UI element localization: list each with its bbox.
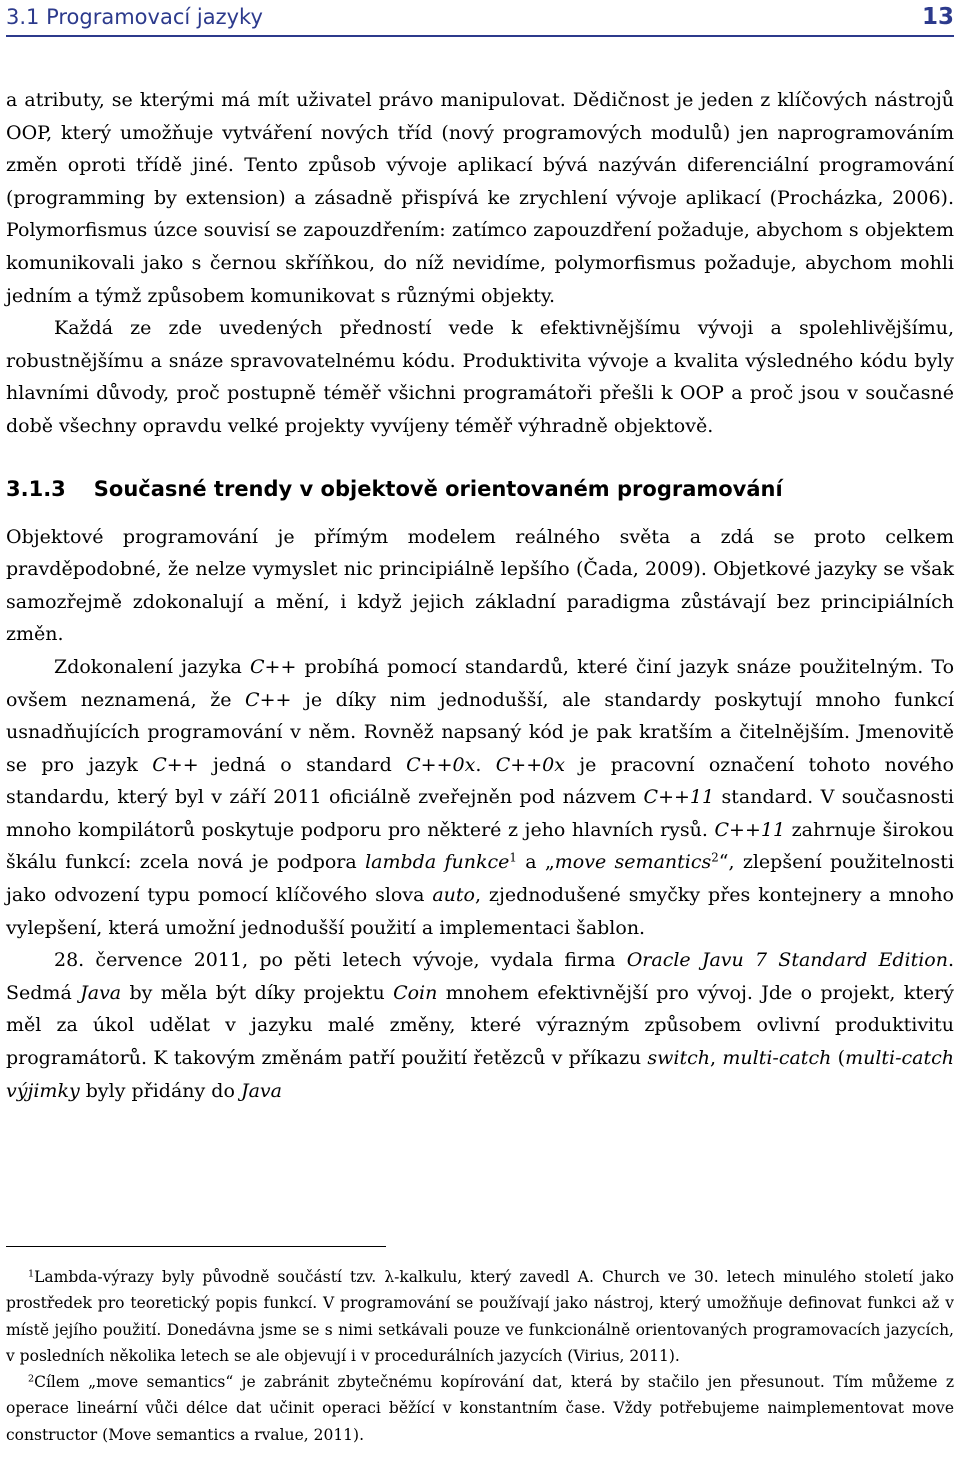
footnote-ref-2[interactable]: 2 xyxy=(711,851,719,865)
term-auto: auto xyxy=(432,884,475,907)
footnote-2-text: Cílem „move semantics“ je zabránit zbytečnému kopírování dat, která by stačilo jen přesunout. Tím můžeme z operace lineární vůči délce dat učinit operaci běžící v konstantním čase. Vždy potřebujeme naimplementovat move constructor (Move semantics a rvalue, 2011). xyxy=(6,1373,954,1444)
term-lambda: lambda funkce xyxy=(365,851,510,874)
footnote-rule xyxy=(6,1246,386,1247)
section-title: Současné trendy v objektově orientovaném programování xyxy=(93,476,783,501)
term-cpp0x: C++0x xyxy=(406,753,476,776)
section-number: 3.1.3 xyxy=(6,476,66,501)
term-cpp: C++ xyxy=(152,753,199,776)
header-rule xyxy=(6,35,954,37)
paragraph-5: 28. července 2011, po pěti letech vývoje, vydala firma Oracle Javu 7 Standard Edition. Sedmá Java by měla být díky projektu Coin mnohem efektivnější pro vývoj. Jde o projekt, který měl za úkol udělat v jazyku malé změny, které výrazným způsobem ovlivní produktivitu programátorů. K takovým změnám patří použití řetězců v příkazu switch, multi-catch (multi-catch výjimky byly přidány do Java xyxy=(6,949,955,1102)
term-move-semantics: move semantics xyxy=(554,851,712,874)
term-cpp11: C++11 xyxy=(643,786,715,809)
term-java: Java xyxy=(80,981,122,1004)
header-section-title: 3.1 Programovací jazyky xyxy=(6,5,263,29)
term-cpp: C++ xyxy=(245,688,292,711)
footnote-2 xyxy=(6,1369,954,1448)
term-switch: switch xyxy=(647,1047,711,1070)
footnotes xyxy=(6,1264,954,1448)
term-cpp: C++ xyxy=(250,655,297,678)
footnote-mark-1: 1 xyxy=(28,1268,35,1280)
term-oracle-java: Oracle Javu 7 Standard Edition xyxy=(626,949,948,972)
body-text xyxy=(6,84,954,1107)
footnote-ref-1[interactable]: 1 xyxy=(509,851,517,865)
term-java: Java xyxy=(240,1079,282,1102)
term-coin: Coin xyxy=(393,981,438,1004)
term-multi-catch-exception: multi-catch výjimky xyxy=(6,1047,955,1102)
paragraph-2: Každá ze zde uvedených předností vede k efektivnějšímu vývoji a spolehlivějšímu, robustnějšímu a snáze spravovatelnému kódu. Produktivita vývoje a kvalita výsledného kódu byly hlavními důvody, proč postupně téměř všichni programátoři přešli k OOP a proč jsou v současné době všechny opravdu velké projekty vyvíjeny téměř výhradně objektově. xyxy=(6,317,954,437)
page-number: 13 xyxy=(921,4,954,30)
term-multi-catch: multi-catch xyxy=(722,1047,832,1070)
term-cpp11: C++11 xyxy=(714,818,786,841)
paragraph-1: a atributy, se kterými má mít uživatel právo manipulovat. Dědičnost je jeden z klíčových nástrojů OOP, který umožňuje vytváření nových tříd (nový programových modulů) jen naprogramováním změn oproti třídě jiné. Tento způsob vývoje aplikací bývá nazýván diferenciální programování (programming by extension) a zásadně přispívá ke zrychlení vývoje aplikací (Procházka, 2006). Polymorfismus úzce souvisí se zapouzdřením: zatímco zapouzdření požaduje, abychom s objektem komunikovali jako s černou skříňkou, do níž nevidíme, polymorfismus požaduje, abychom mohli jedním a týmž způsobem komunikovat s různými objekty. xyxy=(6,89,954,307)
footnote-1 xyxy=(6,1264,954,1369)
section-heading xyxy=(6,473,954,505)
footnote-mark-2: 2 xyxy=(28,1373,35,1385)
running-header xyxy=(6,2,954,32)
term-cpp0x: C++0x xyxy=(495,753,565,776)
paragraph-4: Zdokonalení jazyka C++ probíhá pomocí standardů, které činí jazyk snáze použitelným. To ovšem neznamená, že C++ je díky nim jednodušší, ale standardy poskytují mnoho funkcí usnadňujících programování v něm. Rovněž napsaný kód je pak kratším a čitelnějším. Jmenovitě se pro jazyk C++ jedná o standard C++0x. C++0x je pracovní označení tohoto nového standardu, který byl v září 2011 oficiálně zveřejněn pod názvem C++11 standard. V současnosti mnoho kompilátorů poskytuje podporu pro některé z jeho hlavních rysů. C++11 zahrnuje širokou škálu funkcí: zcela nová je podpora lambda funkce$^1$ a „move semantics$^2$“, zlepšení použitelnosti jako odvození typu pomocí klíčového slova auto, zjednodušené smyčky přes kontejnery a mnoho vylepšení, která umožní jednodušší použití a implementaci šablon. xyxy=(6,655,955,939)
paragraph-3: Objektové programování je přímým modelem reálného světa a zdá se proto celkem pravděpodobné, že nelze vymyslet nic principiálně lepšího (Čada, 2009). Objetkové jazyky se však samozřejmě zdokonalují a mění, i když jejich základní paradigma zůstávají bez principiálních změn. xyxy=(6,525,954,646)
footnote-1-text: Lambda-výrazy byly původně součástí tzv. λ-kalkulu, který zavedl A. Church ve 30. letech minulého století jako prostředek pro teoretický popis funkcí. V programování se používají jako nástroj, který umožňuje definovat funkci až v místě jejího použití. Donedávna jsme se s nimi setkávali pouze ve funkcionálně orientovaných programovacích jazycích, v posledních několika letech se ale objevují i v procedurálních jazycích (Virius, 2011). xyxy=(6,1268,954,1365)
